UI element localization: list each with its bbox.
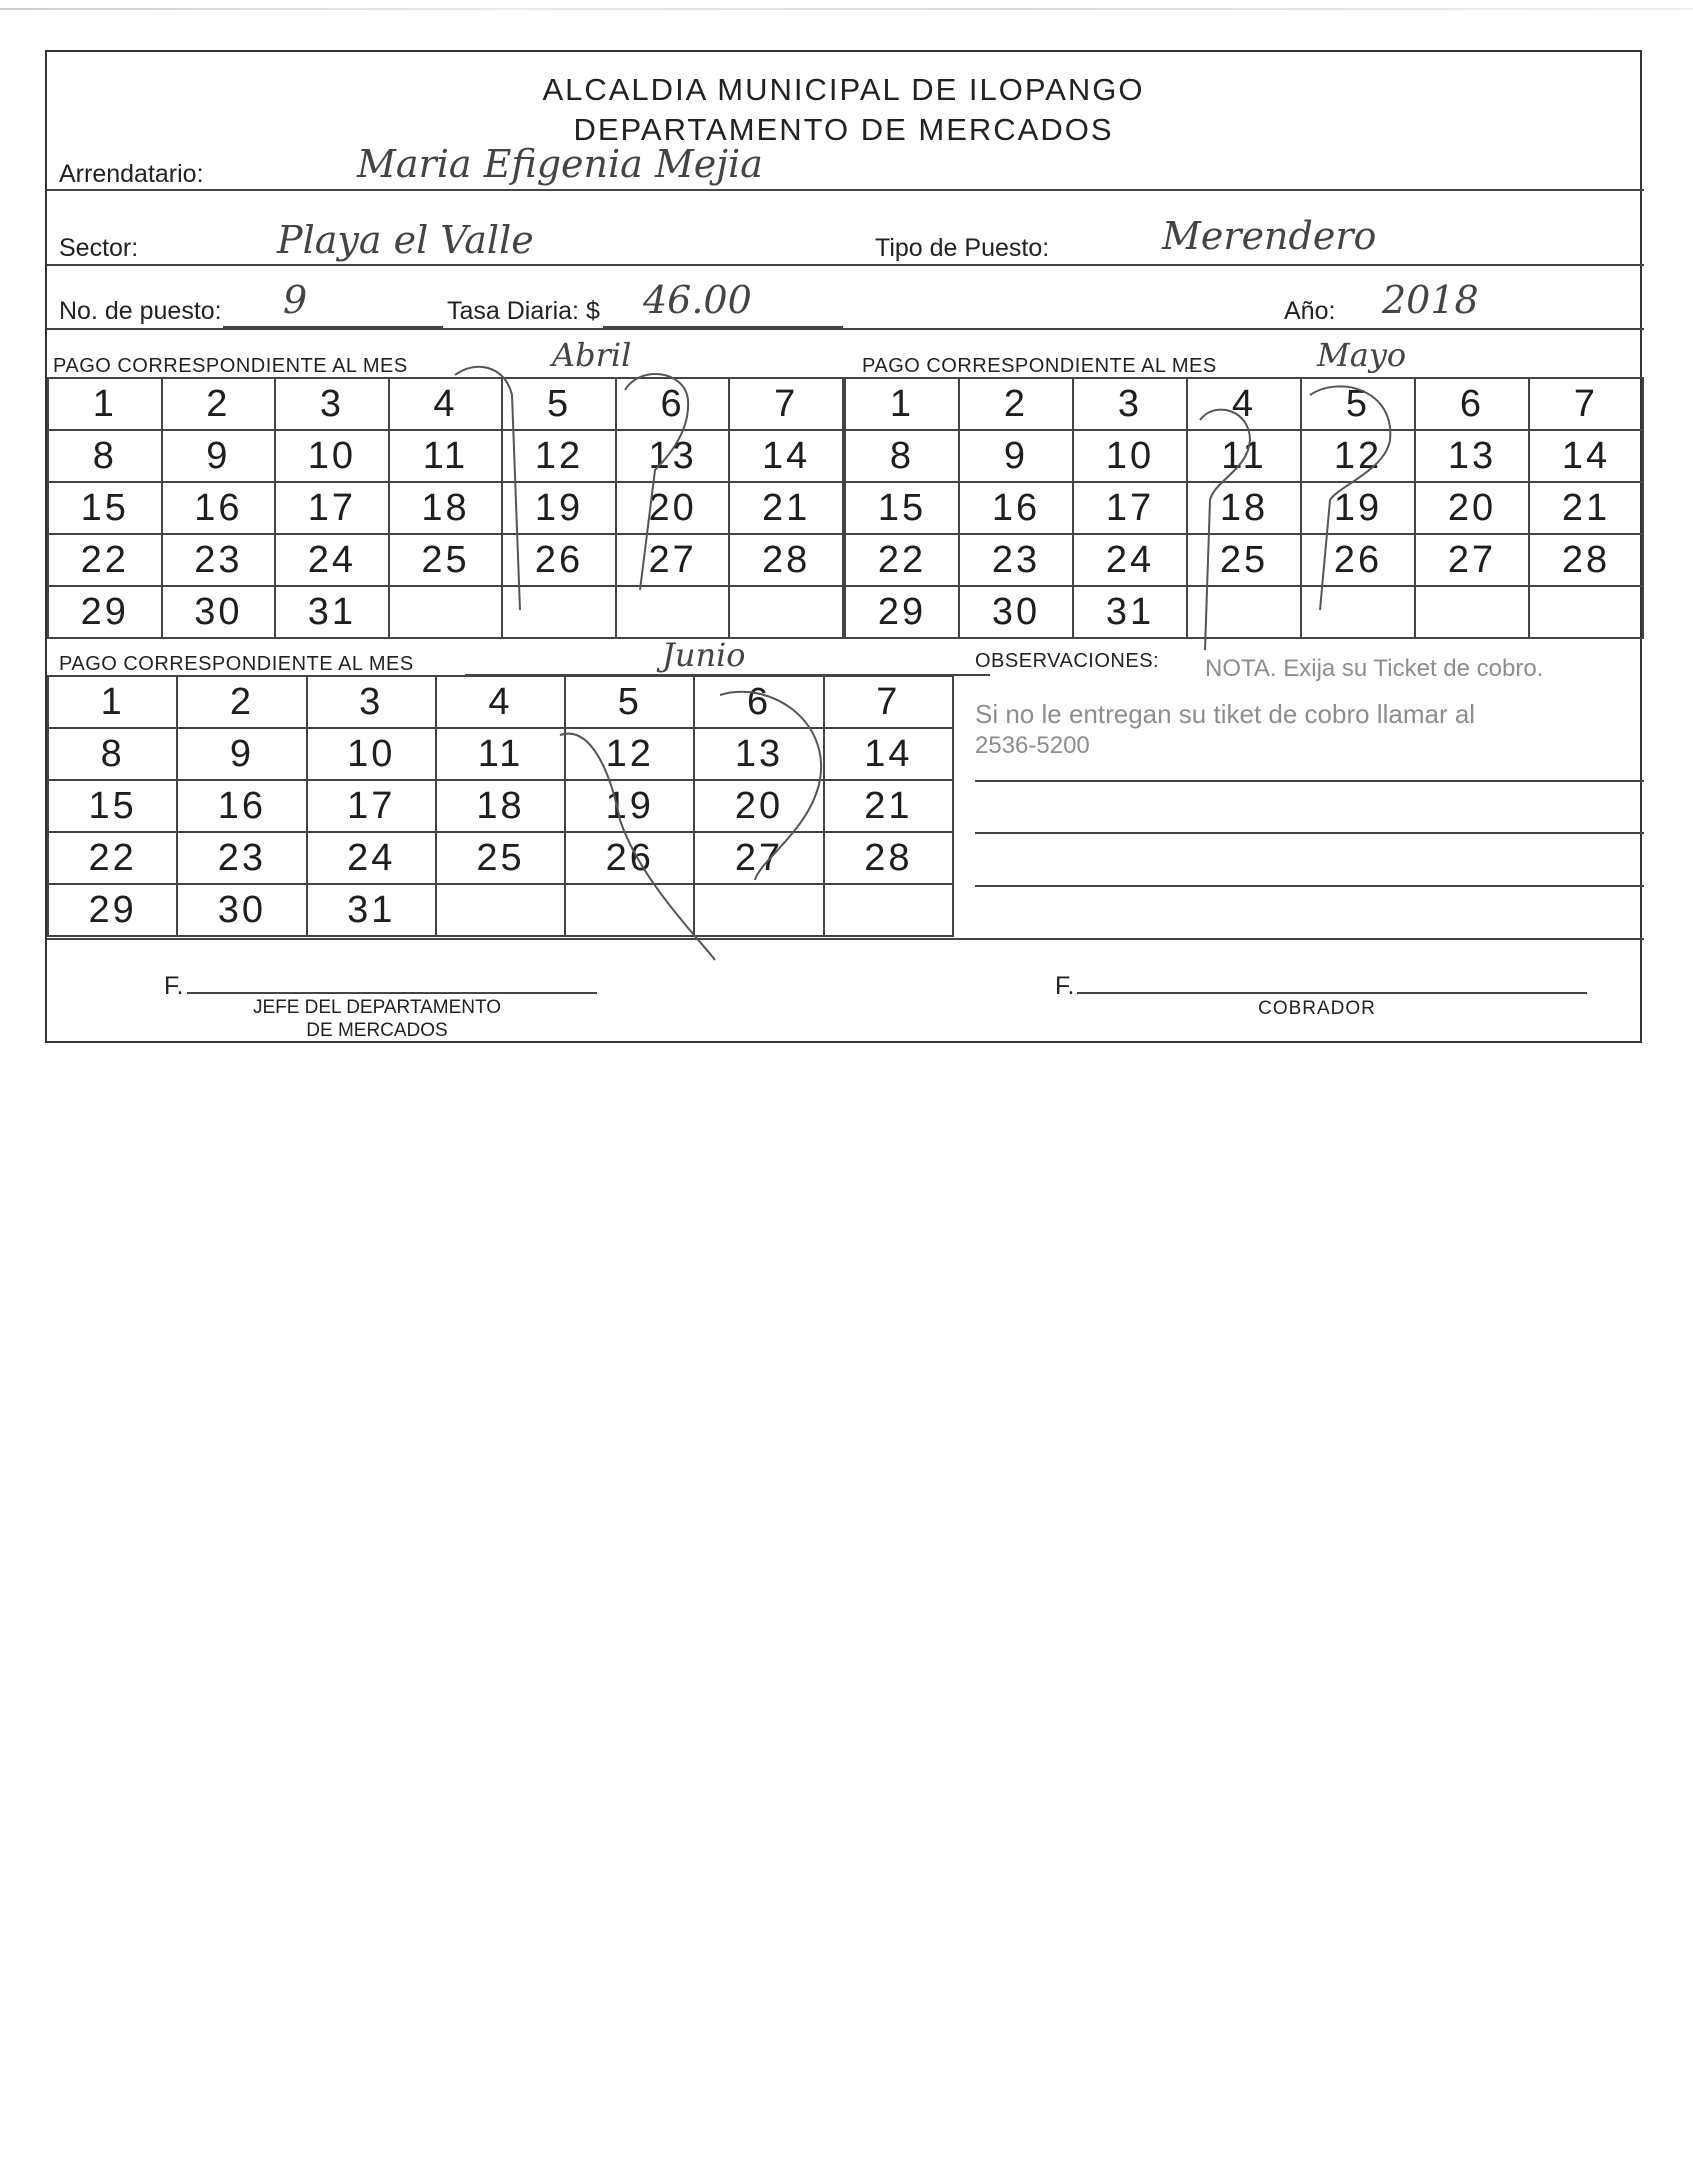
- day-cell: 3: [307, 676, 436, 728]
- tasa-value: 46.00: [643, 278, 752, 322]
- day-cell: 4: [436, 676, 565, 728]
- day-cell: 7: [1529, 378, 1643, 430]
- day-cell: 22: [48, 832, 177, 884]
- day-cell: 2: [162, 378, 276, 430]
- pen-stroke: [1310, 386, 1390, 610]
- month-name-1: Abril: [552, 336, 632, 374]
- day-cell: 3: [1073, 378, 1187, 430]
- day-cell: 28: [729, 534, 843, 586]
- day-cell: 30: [959, 586, 1073, 638]
- day-cell: 27: [694, 832, 823, 884]
- day-cell: 1: [48, 378, 162, 430]
- day-cell: 7: [824, 676, 953, 728]
- puesto-value: 9: [283, 278, 308, 322]
- day-cell: 30: [162, 586, 276, 638]
- signature-left-prefix: F.: [164, 972, 184, 1000]
- day-cell: 29: [48, 586, 162, 638]
- day-cell: 20: [616, 482, 730, 534]
- observaciones-label: OBSERVACIONES:: [975, 650, 1160, 672]
- day-cell: 23: [177, 832, 306, 884]
- day-cell: 16: [162, 482, 276, 534]
- header-line-1: ALCALDIA MUNICIPAL DE ILOPANGO: [542, 72, 1145, 107]
- month-name-2: Mayo: [1317, 336, 1407, 374]
- day-cell: 18: [1187, 482, 1301, 534]
- day-cell: 24: [1073, 534, 1187, 586]
- day-cell: 5: [1301, 378, 1415, 430]
- day-cell: 9: [177, 728, 306, 780]
- day-cell: 10: [1073, 430, 1187, 482]
- day-cell: 5: [502, 378, 616, 430]
- signature-right-label: COBRADOR: [1258, 998, 1376, 1019]
- day-cell: 8: [48, 430, 162, 482]
- day-cell: 29: [845, 586, 959, 638]
- day-cell: 24: [307, 832, 436, 884]
- anio-value: 2018: [1382, 278, 1479, 322]
- day-cell: 13: [1415, 430, 1529, 482]
- day-cell: 12: [565, 728, 694, 780]
- day-cell: 17: [307, 780, 436, 832]
- day-cell: 2: [177, 676, 306, 728]
- day-cell: 7: [729, 378, 843, 430]
- day-cell: 31: [307, 884, 436, 936]
- day-cell: 5: [565, 676, 694, 728]
- pen-stroke: [1200, 410, 1250, 650]
- day-cell: 31: [1073, 586, 1187, 638]
- day-cell: 20: [1415, 482, 1529, 534]
- day-cell: 25: [1187, 534, 1301, 586]
- day-cell: 21: [729, 482, 843, 534]
- tipo-puesto-label: Tipo de Puesto:: [875, 234, 1050, 262]
- day-cell: 31: [275, 586, 389, 638]
- day-cell: 4: [389, 378, 503, 430]
- day-cell: 22: [845, 534, 959, 586]
- day-cell: 16: [959, 482, 1073, 534]
- day-cell: 22: [48, 534, 162, 586]
- day-cell: 27: [1415, 534, 1529, 586]
- pen-stroke: [625, 374, 688, 590]
- day-cell: 12: [502, 430, 616, 482]
- tipo-puesto-value: Merendero: [1162, 214, 1377, 258]
- pen-stroke: [720, 692, 821, 880]
- day-cell: 23: [959, 534, 1073, 586]
- day-cell: 17: [275, 482, 389, 534]
- signature-left-label-2: DE MERCADOS: [306, 1020, 448, 1041]
- month-label-2: PAGO CORRESPONDIENTE AL MES: [862, 355, 1217, 377]
- day-cell: 11: [1187, 430, 1301, 482]
- day-cell: 16: [177, 780, 306, 832]
- day-cell: 18: [389, 482, 503, 534]
- day-cell: 17: [1073, 482, 1187, 534]
- day-cell: 9: [162, 430, 276, 482]
- header-line-2: DEPARTAMENTO DE MERCADOS: [573, 112, 1114, 147]
- day-cell: 12: [1301, 430, 1415, 482]
- day-cell: 4: [1187, 378, 1301, 430]
- day-cell: 26: [1301, 534, 1415, 586]
- tasa-label: Tasa Diaria: $: [447, 297, 600, 325]
- day-cell: 6: [694, 676, 823, 728]
- day-cell: 2: [959, 378, 1073, 430]
- day-cell: 20: [694, 780, 823, 832]
- sector-label: Sector:: [59, 234, 139, 262]
- puesto-label: No. de puesto:: [59, 297, 222, 325]
- day-cell: 19: [565, 780, 694, 832]
- day-cell: 29: [48, 884, 177, 936]
- arrendatario-value: Maria Efigenia Mejia: [357, 142, 763, 186]
- month-label-1: PAGO CORRESPONDIENTE AL MES: [53, 355, 408, 377]
- day-cell: 15: [48, 482, 162, 534]
- sector-value: Playa el Valle: [277, 218, 534, 262]
- day-cell: 23: [162, 534, 276, 586]
- day-cell: 18: [436, 780, 565, 832]
- day-cell: 14: [1529, 430, 1643, 482]
- month-name-3: Junio: [662, 636, 746, 674]
- day-cell: 14: [729, 430, 843, 482]
- day-cell: 9: [959, 430, 1073, 482]
- day-cell: 8: [48, 728, 177, 780]
- signature-left-label: JEFE DEL DEPARTAMENTO: [252, 997, 502, 1018]
- day-cell: 15: [845, 482, 959, 534]
- day-cell: 1: [48, 676, 177, 728]
- day-cell: 19: [502, 482, 616, 534]
- day-cell: 13: [616, 430, 730, 482]
- day-cell: 14: [824, 728, 953, 780]
- pen-stroke: [560, 734, 715, 960]
- day-cell: 30: [177, 884, 306, 936]
- signature-right-prefix: F.: [1055, 972, 1075, 1000]
- day-cell: 24: [275, 534, 389, 586]
- arrendatario-label: Arrendatario:: [59, 160, 204, 188]
- pen-stroke: [455, 367, 520, 610]
- note-phone: 2536-5200: [975, 732, 1090, 759]
- day-cell: 26: [565, 832, 694, 884]
- day-cell: 26: [502, 534, 616, 586]
- note-call: Si no le entregan su tiket de cobro llamar al: [975, 699, 1476, 729]
- day-cell: 19: [1301, 482, 1415, 534]
- anio-label: Año:: [1284, 297, 1336, 325]
- day-cell: 21: [824, 780, 953, 832]
- day-cell: 3: [275, 378, 389, 430]
- day-cell: 25: [436, 832, 565, 884]
- day-cell: 28: [1529, 534, 1643, 586]
- day-cell: 1: [845, 378, 959, 430]
- month-label-3: PAGO CORRESPONDIENTE AL MES: [59, 653, 414, 675]
- day-cell: 21: [1529, 482, 1643, 534]
- day-cell: 27: [616, 534, 730, 586]
- day-cell: 8: [845, 430, 959, 482]
- day-cell: 10: [307, 728, 436, 780]
- day-cell: 13: [694, 728, 823, 780]
- day-cell: 6: [616, 378, 730, 430]
- day-cell: 25: [389, 534, 503, 586]
- note-ticket: NOTA. Exija su Ticket de cobro.: [1205, 655, 1544, 682]
- day-cell: 15: [48, 780, 177, 832]
- day-cell: 10: [275, 430, 389, 482]
- day-cell: 11: [389, 430, 503, 482]
- day-cell: 11: [436, 728, 565, 780]
- day-cell: 28: [824, 832, 953, 884]
- day-cell: 6: [1415, 378, 1529, 430]
